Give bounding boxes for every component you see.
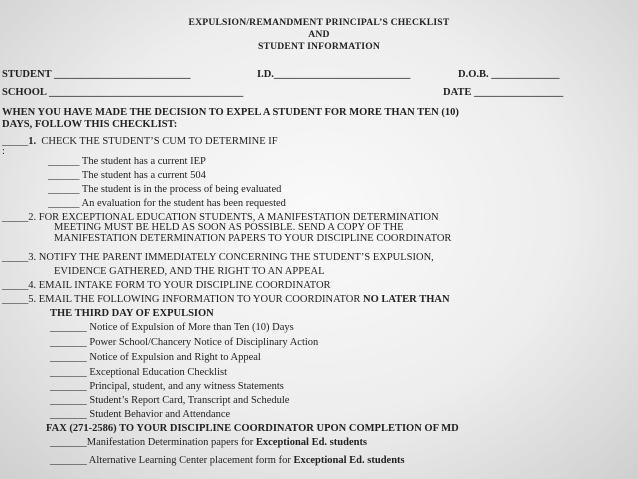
step-1-text: CHECK THE STUDENT’S CUM TO DETERMINE IF [41, 136, 278, 147]
dob-field[interactable]: D.O.B. _____________ [458, 69, 560, 80]
student-field[interactable]: STUDENT __________________________ [2, 69, 191, 80]
fax-item-bold: Exceptional Ed. students [293, 455, 405, 466]
fax-item[interactable] [50, 437, 367, 449]
step-5-item[interactable]: _______ Student’s Report Card, Transcript and Schedule [50, 395, 290, 406]
intro-line-2: DAYS, FOLLOW THIS CHECKLIST: [2, 119, 178, 130]
step-4-line-1[interactable]: _____4. EMAIL INTAKE FORM TO YOUR DISCIPLINE COORDINATOR [2, 280, 331, 291]
step-5-item[interactable]: _______ Notice of Expulsion and Right to Appeal [50, 352, 261, 363]
step-5-item[interactable]: _______ Notice of Expulsion of More than Ten (10) Days [50, 322, 294, 333]
step-1-option[interactable]: ______ An evaluation for the student has been requested [48, 198, 286, 209]
date-field[interactable]: DATE _________________ [443, 87, 564, 98]
step-1-option[interactable]: ______ The student is in the process of being evaluated [48, 184, 282, 195]
step-1-option[interactable]: ______ The student has a current 504 [48, 170, 206, 181]
step-1-colon: : [2, 146, 5, 157]
fax-item-bold: Exceptional Ed. students [255, 437, 368, 448]
step-5-item[interactable]: _______ Student Behavior and Attendance [50, 409, 231, 420]
step-1-option[interactable]: ______ The student has a current IEP [48, 156, 206, 167]
step-2-line-3: MANIFESTATION DETERMINATION PAPERS TO YOUR DISCIPLINE COORDINATOR [54, 233, 452, 244]
page-title: EXPULSION/REMANDMENT PRINCIPAL’S CHECKLIST [188, 17, 450, 28]
step-5-item[interactable]: _______ Principal, student, and any witness Statements [50, 381, 284, 392]
intro-line-1: WHEN YOU HAVE MADE THE DECISION TO EXPEL A STUDENT FOR MORE THAN TEN (10) [2, 107, 459, 118]
title-and: AND [308, 29, 330, 40]
fax-instruction: FAX (271-2586) TO YOUR DISCIPLINE COORDINATOR UPON COMPLETION OF MD [46, 423, 459, 434]
step-3-line-1[interactable]: _____3. NOTIFY THE PARENT IMMEDIATELY CONCERNING THE STUDENT’S EXPULSION, [2, 252, 434, 263]
fax-item[interactable] [50, 455, 405, 467]
step-5-line-2: THE THIRD DAY OF EXPULSION [50, 308, 214, 319]
school-field[interactable]: SCHOOL _____________________________________ [2, 87, 244, 98]
step-3-line-2: EVIDENCE GATHERED, AND THE RIGHT TO AN APPEAL [54, 266, 325, 277]
step-5-deadline: NO LATER THAN [362, 294, 450, 305]
step-5-item[interactable]: _______ Exceptional Education Checklist [50, 367, 228, 378]
fax-item-text: _______Manifestation Determination papers for [50, 437, 256, 448]
step-1 [2, 136, 278, 148]
id-field[interactable]: I.D.__________________________ [257, 69, 411, 80]
fax-item-text: _______ Alternative Learning Center placement form for [50, 455, 294, 466]
step-1-blank[interactable]: _____ [2, 136, 29, 147]
step-1-number: 1. [28, 136, 37, 147]
step-2-line-1[interactable]: _____2. FOR EXCEPTIONAL EDUCATION STUDENTS, A MANIFESTATION DETERMINATION [2, 212, 439, 223]
step-2-line-2: MEETING MUST BE HELD AS SOON AS POSSIBLE. SEND A COPY OF THE [54, 222, 404, 233]
page-subtitle: STUDENT INFORMATION [257, 41, 381, 52]
step-5-text: _____5. EMAIL THE FOLLOWING INFORMATION TO YOUR COORDINATOR [2, 294, 361, 305]
step-5-line-1[interactable] [2, 294, 450, 306]
step-5-item[interactable]: _______ Power School/Chancery Notice of Disciplinary Action [50, 337, 319, 348]
